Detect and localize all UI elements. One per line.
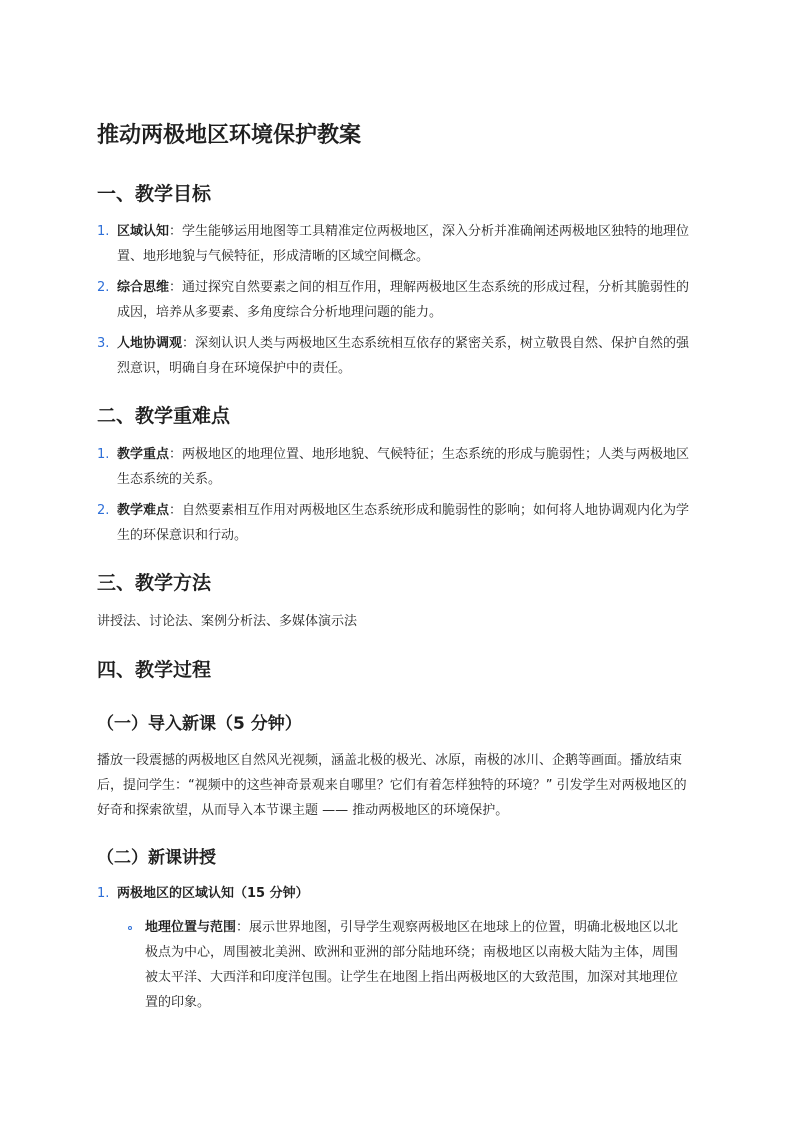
item-label: 两极地区的区域认知（15 分钟） (117, 886, 309, 901)
section-heading-keypoints: 二、教学重难点 (97, 405, 231, 427)
methods-text: 讲授法、讨论法、案例分析法、多媒体演示法 (97, 614, 358, 629)
list-item (97, 881, 697, 1015)
item-text: ：通过探究自然要素之间的相互作用，理解两极地区生态系统的形成过程，分析其脆弱性的成因，培养从多要素、多角度综合分析地理问题的能力。 (117, 280, 690, 320)
item-term: 人地协调观 (117, 336, 183, 351)
subsection-heading-intro: （一）导入新课（5 分钟） (97, 714, 302, 734)
list-number: 3. (97, 336, 110, 351)
list-number: 2. (97, 503, 110, 518)
list-item (97, 331, 692, 381)
item-text: ：展示世界地图，引导学生观察两极地区在地球上的位置，明确北极地区以北极点为中心，周围被北美洲、欧洲和亚洲的部分陆地环绕；南极地区以南极大陆为主体，周围被太平洋、大西洋和印度洋包围。让学生在地图上指出两极地区的大致范围，加深对其地理位置的印象。 (145, 920, 679, 1010)
list-number: 1. (97, 447, 110, 462)
list-item (97, 219, 692, 269)
list-item (97, 498, 692, 548)
item-term: 教学重点 (117, 447, 170, 462)
list-item (97, 442, 692, 492)
section-heading-methods: 三、教学方法 (97, 572, 212, 594)
sub-bullet-list (117, 915, 697, 1015)
item-text: ：自然要素相互作用对两极地区生态系统形成和脆弱性的影响；如何将人地协调观内化为学生的环保意识和行动。 (117, 503, 690, 543)
item-term: 区域认知 (117, 224, 170, 239)
goals-list (97, 219, 692, 381)
bullet-marker (128, 926, 132, 930)
item-term: 综合思维 (117, 280, 170, 295)
section-heading-process: 四、教学过程 (97, 659, 212, 681)
section-heading-goals: 一、教学目标 (97, 183, 212, 205)
item-text: ：两极地区的地理位置、地形地貌、气候特征；生态系统的形成与脆弱性；人类与两极地区生态系统的关系。 (117, 447, 690, 487)
list-item (97, 275, 692, 325)
keypoints-list (97, 442, 692, 548)
bullet-item (117, 915, 688, 1015)
newlesson-list (97, 881, 697, 1015)
item-term: 教学难点 (117, 503, 170, 518)
intro-text: 播放一段震撼的两极地区自然风光视频，涵盖北极的极光、冰原，南极的冰川、企鹅等画面。播放结束后，提问学生：“视频中的这些神奇景观来自哪里？它们有着怎样独特的环境？” 引发学生对两极地区的好奇和探索欲望，从而导入本节课主题 —— 推动两极地区的环境保护。 (97, 753, 687, 818)
item-text: ：学生能够运用地图等工具精准定位两极地区，深入分析并准确阐述两极地区独特的地理位置、地形地貌与气候特征，形成清晰的区域空间概念。 (117, 224, 690, 264)
list-number: 1. (97, 224, 110, 239)
page-title: 推动两极地区环境保护教案 (97, 123, 362, 148)
subsection-heading-newlesson: （二）新课讲授 (97, 848, 216, 868)
list-number: 1. (97, 886, 110, 901)
item-term: 地理位置与范围 (145, 920, 237, 935)
item-text: ：深刻认识人类与两极地区生态系统相互依存的紧密关系，树立敬畏自然、保护自然的强烈意识，明确自身在环境保护中的责任。 (117, 336, 690, 376)
list-number: 2. (97, 280, 110, 295)
